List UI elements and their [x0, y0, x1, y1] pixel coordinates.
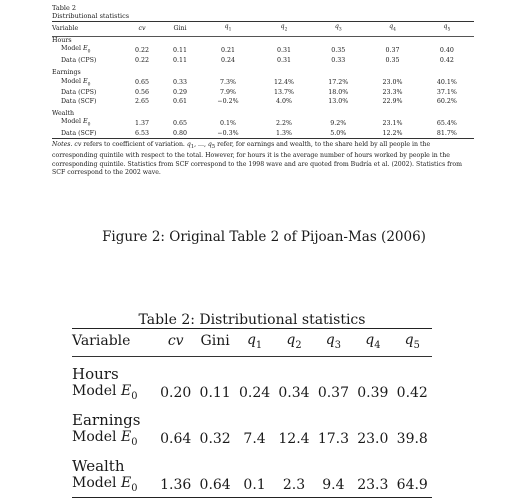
original-cell: −0.2%	[217, 97, 239, 105]
original-cell: 0.31	[276, 56, 291, 64]
original-header-q3: $q_3$	[311, 22, 365, 37]
recreated-cell: 2.3	[282, 476, 306, 493]
recreated-cell: 39.8	[396, 430, 428, 447]
recreated-cell: 0.64	[160, 430, 192, 447]
recreated-cell: 0.37	[317, 384, 349, 401]
original-cell: 6.53	[135, 130, 150, 138]
original-cell: 7.3%	[219, 79, 236, 87]
original-cell: 0.1%	[219, 120, 236, 128]
original-cell: 0.11	[173, 56, 188, 64]
recreated-row-label: Model $E_0$	[72, 475, 138, 495]
original-row-label: Model $E_0$	[61, 77, 91, 87]
original-cell: 0.56	[135, 89, 150, 97]
original-cell: 22.9%	[382, 97, 403, 105]
original-header-q1: $q_1$	[199, 22, 257, 37]
original-table-notes: Notes. cv refers to coefficient of variation. $q_1$, ..., $q_5$ refer, for earnings and wealth, to the share held by all people in the corresponding quintile with respect to the total. However, for hours it is the average number of hours worked by people in the corresponding quintile. Statistics from SCF correspond to the 1998 wave and are quoted from Budría et al. (2002). Statistics from SCF correspond to the 2002 wave.	[52, 141, 462, 177]
original-cell: 0.33	[173, 79, 188, 87]
original-cell: 0.22	[135, 56, 150, 64]
recreated-group-row	[72, 403, 432, 429]
original-cell: 0.37	[385, 46, 400, 54]
recreated-table-row	[72, 429, 432, 449]
recreated-cell: 0.34	[278, 384, 310, 401]
recreated-header-q1: $q_1$	[235, 329, 274, 357]
original-header-gini: Gini	[161, 22, 199, 37]
recreated-cell: 1.36	[160, 476, 192, 493]
recreated-cell: 12.4	[278, 430, 310, 447]
recreated-cell: 23.3	[357, 476, 389, 493]
original-cell: 0.33	[331, 56, 346, 64]
original-cell: 0.35	[385, 56, 400, 64]
original-cell: −0.3%	[217, 130, 239, 138]
original-cell: 1.3%	[275, 130, 292, 138]
original-cell: 0.65	[135, 79, 150, 87]
original-cell: 12.4%	[273, 79, 294, 87]
recreated-header-cv: cv	[156, 329, 195, 357]
recreated-group-title: Hours	[72, 364, 119, 383]
original-table-title: Distributional statistics	[52, 12, 130, 20]
recreated-table-row	[72, 383, 432, 403]
original-cell: 2.2%	[275, 120, 292, 128]
original-row-label: Data (CPS)	[61, 89, 97, 97]
original-header-variable: Variable	[52, 22, 123, 37]
original-row-label: Model $E_0$	[61, 45, 91, 55]
recreated-cell: 64.9	[396, 476, 428, 493]
original-cell: 23.1%	[382, 120, 403, 128]
recreated-table-caption: Table 2: Distributional statistics	[138, 312, 366, 328]
recreated-group-row	[72, 356, 432, 383]
original-cell: 0.40	[439, 46, 454, 54]
original-cell: 12.2%	[382, 130, 403, 138]
original-group-row	[52, 36, 474, 45]
recreated-header-gini: Gini	[195, 329, 234, 357]
original-cell: 0.11	[173, 46, 188, 54]
original-table-number: Table 2	[52, 4, 76, 12]
original-cell: 9.2%	[330, 120, 347, 128]
recreated-cell: 17.3	[317, 430, 349, 447]
original-group-title: Wealth	[52, 110, 75, 117]
original-cell: 23.0%	[382, 79, 403, 87]
recreated-group-title: Wealth	[72, 456, 125, 475]
original-cell: 0.42	[439, 56, 454, 64]
recreated-row-label: Model $E_0$	[72, 429, 138, 449]
original-header-q2: $q_2$	[257, 22, 311, 37]
recreated-table	[72, 328, 432, 498]
original-cell: 0.24	[220, 56, 235, 64]
original-cell: 13.0%	[328, 97, 349, 105]
original-row-label: Model $E_0$	[61, 118, 91, 128]
original-cell: 37.1%	[436, 89, 457, 97]
recreated-cell: 0.39	[357, 384, 389, 401]
original-group-title: Earnings	[52, 69, 81, 77]
original-header-q5: $q_5$	[420, 22, 474, 37]
original-row-label: Data (SCF)	[61, 97, 97, 105]
original-header-q4: $q_4$	[365, 22, 419, 37]
recreated-cell: 0.64	[199, 476, 231, 493]
original-table-row	[52, 130, 474, 139]
recreated-table-row	[72, 475, 432, 498]
original-header-cv: cv	[123, 22, 161, 37]
recreated-cell: 0.11	[199, 384, 231, 401]
original-table-row	[52, 45, 474, 57]
original-row-label: Data (CPS)	[61, 56, 97, 64]
recreated-cell: 0.32	[199, 430, 231, 447]
original-cell: 0.29	[173, 89, 188, 97]
original-cell: 0.65	[173, 120, 188, 128]
original-cell: 40.1%	[436, 79, 457, 87]
original-cell: 0.22	[135, 46, 150, 54]
original-cell: 4.0%	[275, 97, 292, 105]
original-table-row	[52, 89, 474, 97]
original-cell: 17.2%	[328, 79, 349, 87]
original-cell: 5.0%	[330, 130, 347, 138]
recreated-header-q2: $q_2$	[274, 329, 313, 357]
recreated-cell: 0.20	[160, 384, 192, 401]
original-cell: 23.3%	[382, 89, 403, 97]
original-group-row	[52, 110, 474, 118]
original-cell: 0.61	[173, 97, 188, 105]
original-table	[52, 21, 474, 139]
original-group-row	[52, 69, 474, 77]
original-cell: 0.80	[173, 130, 188, 138]
original-header-row	[52, 22, 474, 37]
original-cell: 0.35	[331, 46, 346, 54]
recreated-row-label: Model $E_0$	[72, 383, 138, 403]
recreated-header-q3: $q_3$	[314, 329, 353, 357]
original-table-block	[52, 4, 474, 178]
recreated-cell: 9.4	[322, 476, 345, 493]
original-cell: 2.65	[135, 97, 150, 105]
recreated-cell: 23.0	[357, 430, 389, 447]
recreated-header-q4: $q_4$	[353, 329, 392, 357]
original-cell: 0.31	[276, 46, 291, 54]
original-group-title: Hours	[52, 36, 72, 44]
original-cell: 65.4%	[436, 120, 457, 128]
original-cell: 0.21	[220, 46, 235, 54]
recreated-header-q5: $q_5$	[393, 329, 432, 357]
original-table-row	[52, 98, 474, 106]
original-row-label: Data (SCF)	[61, 130, 97, 138]
original-cell: 13.7%	[273, 89, 294, 97]
recreated-cell: 0.1	[243, 476, 266, 493]
recreated-table-block	[72, 313, 432, 498]
recreated-cell: 7.4	[243, 430, 266, 447]
original-cell: 60.2%	[436, 97, 457, 105]
original-cell: 7.9%	[219, 89, 236, 97]
recreated-header-variable: Variable	[72, 329, 156, 357]
recreated-cell: 0.24	[238, 384, 271, 401]
original-cell: 81.7%	[436, 130, 457, 138]
recreated-group-row	[72, 449, 432, 475]
original-cell: 18.0%	[328, 89, 349, 97]
original-table-row	[52, 57, 474, 65]
original-cell: 1.37	[135, 120, 150, 128]
recreated-header-row	[72, 329, 432, 357]
original-table-row	[52, 78, 474, 90]
original-table-row	[52, 118, 474, 130]
figure-caption: Figure 2: Original Table 2 of Pijoan-Mas (2006)	[102, 229, 426, 245]
recreated-cell: 0.42	[396, 384, 428, 401]
recreated-group-title: Earnings	[72, 410, 141, 429]
